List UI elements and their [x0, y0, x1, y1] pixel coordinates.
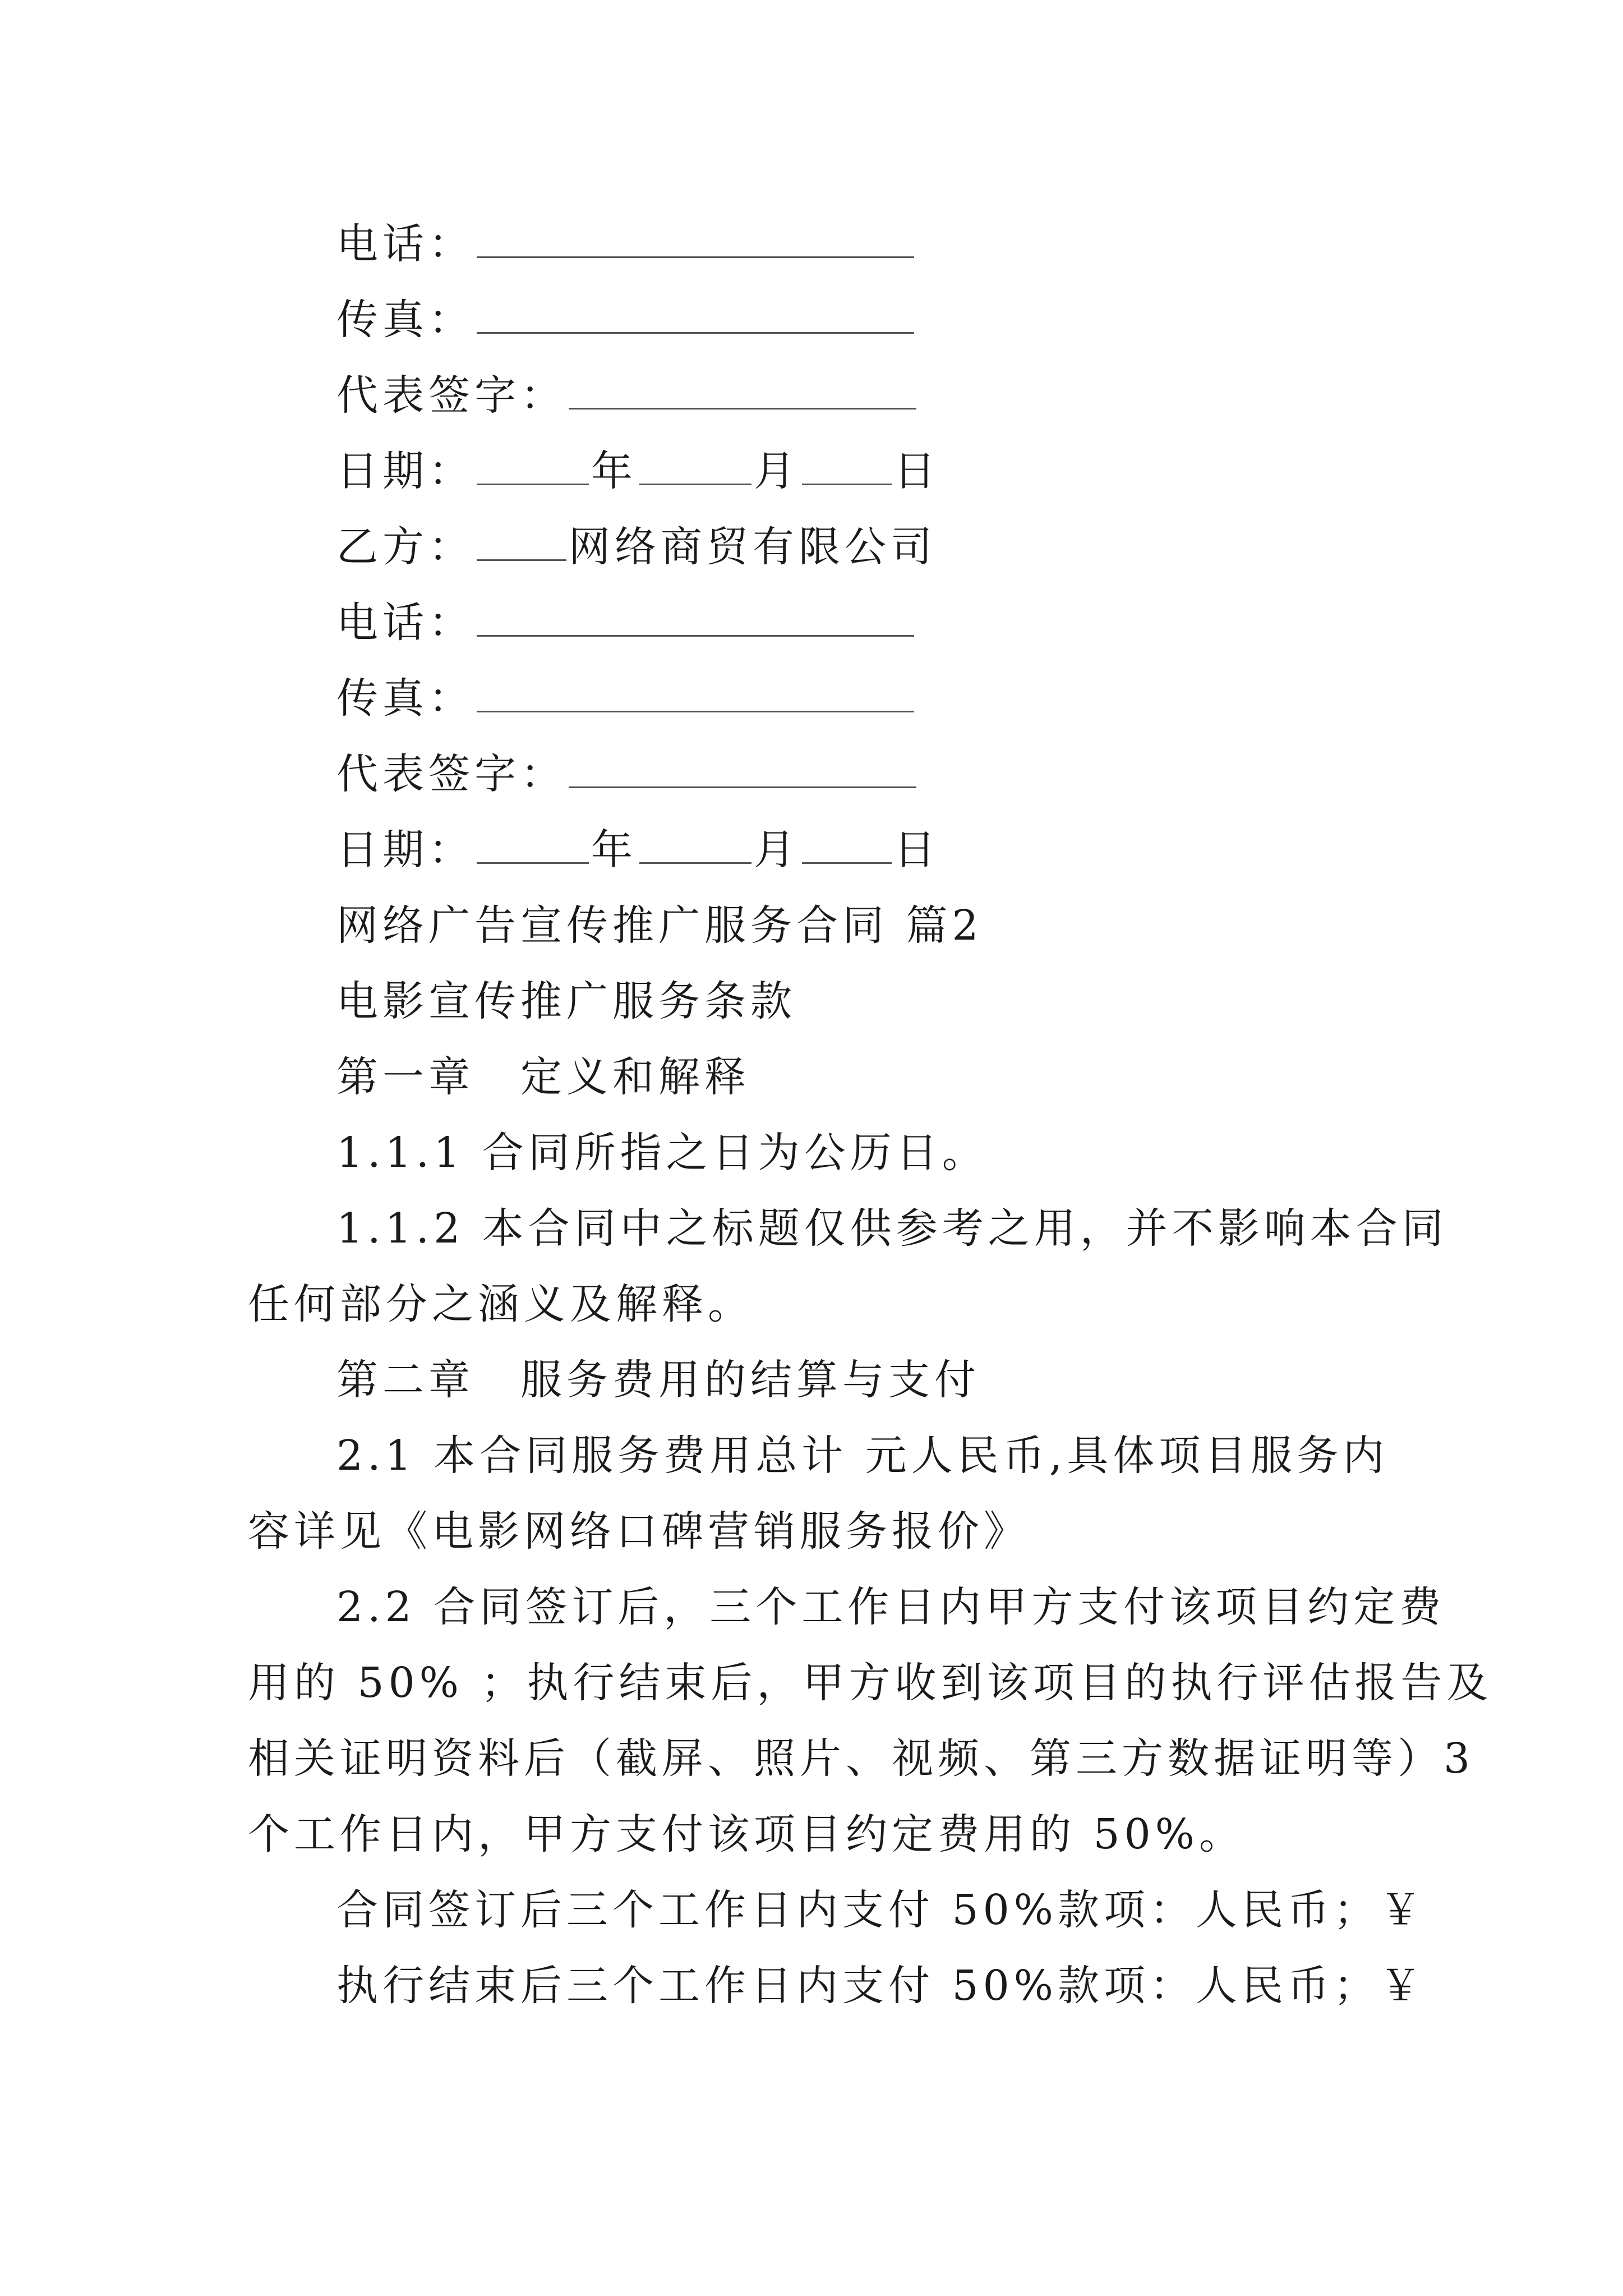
clause-1-1-1: 1.1.1 合同所指之日为公历日。: [336, 1129, 988, 1177]
party-b-sign-row: [336, 746, 919, 802]
rep-sign-label: 代表签字：: [336, 750, 566, 798]
clause-2-2-line2: 用的 50% ；执行结束后，甲方收到该项目的执行评估报告及: [248, 1659, 1493, 1707]
clause-2-2-line3: 相关证明资料后（截屏、照片、视频、第三方数据证明等）3: [248, 1734, 1475, 1783]
party-a-sign-row: [336, 367, 919, 424]
day-text: 日: [894, 826, 940, 874]
day-blank: [802, 823, 892, 864]
year-text: 年: [591, 826, 637, 874]
clause-2-1-line1: 2.1 本合同服务费用总计 元人民币,具体项目服务内: [336, 1432, 1389, 1480]
rep-sign-label: 代表签字：: [336, 371, 566, 420]
fax-blank: [477, 671, 914, 712]
party-b-date-row: [336, 822, 940, 878]
party-a-fax-row: [336, 292, 916, 348]
month-text: 月: [754, 447, 800, 495]
party-a-phone-row: [336, 216, 916, 272]
clause-1-1-2-line1: 1.1.2 本合同中之标题仅供参考之用，并不影响本合同: [336, 1204, 1448, 1253]
date-label: 日期：: [336, 826, 474, 874]
year-blank: [477, 823, 589, 864]
phone-blank: [477, 217, 914, 258]
sign-blank: [569, 369, 916, 409]
month-text: 月: [754, 826, 800, 874]
fax-label: 传真：: [336, 296, 474, 344]
fax-label: 传真：: [336, 674, 474, 723]
clause-1-1-2-line2: 任何部分之涵义及解释。: [248, 1280, 754, 1328]
fax-blank: [477, 293, 914, 334]
chapter-1-title: 第一章 定义和解释: [336, 1053, 750, 1101]
clause-2-2-line1: 2.2 合同签订后，三个工作日内甲方支付该项目约定费: [336, 1583, 1446, 1631]
phone-blank: [477, 596, 914, 637]
chapter-2-title: 第二章 服务费用的结算与支付: [336, 1356, 980, 1404]
party-b-fax-row: [336, 670, 916, 726]
day-blank: [802, 444, 892, 485]
month-blank: [639, 444, 751, 485]
section-subtitle: 电影宣传推广服务条款: [336, 977, 796, 1025]
clause-2-1-line2: 容详见《电影网络口碑营销服务报价》: [248, 1507, 1030, 1556]
year-text: 年: [591, 447, 637, 495]
payment-line-2: 执行结束后三个工作日内支付 50%款项：人民币；￥: [336, 1962, 1426, 2010]
party-a-date-row: [336, 443, 940, 499]
party-b-phone-row: [336, 595, 916, 651]
month-blank: [639, 823, 751, 864]
company-suffix: 网络商贸有限公司: [569, 523, 937, 571]
phone-label: 电话：: [336, 220, 474, 268]
payment-line-1: 合同签订后三个工作日内支付 50%款项：人民币；￥: [336, 1886, 1426, 1934]
section-title: 网络广告宣传推广服务合同 篇2: [336, 901, 983, 950]
company-blank: [477, 520, 566, 561]
party-b-row: [336, 519, 937, 575]
phone-label: 电话：: [336, 599, 474, 647]
sign-blank: [569, 747, 916, 788]
date-label: 日期：: [336, 447, 474, 495]
party-b-label: 乙方：: [336, 523, 474, 571]
clause-2-2-line4: 个工作日内，甲方支付该项目约定费用的 50%。: [248, 1810, 1245, 1858]
day-text: 日: [894, 447, 940, 495]
year-blank: [477, 444, 589, 485]
